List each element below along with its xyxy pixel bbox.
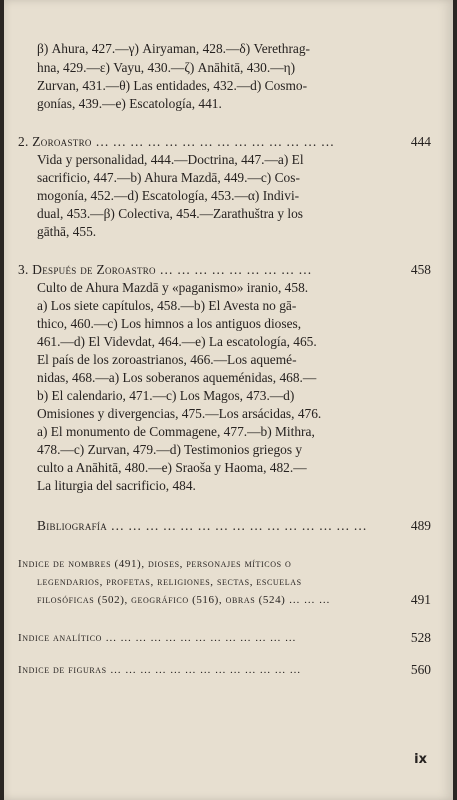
top-line-4: gonías, 439.—e) Escatología, 441. [37, 96, 222, 111]
index-figures-page: 560 [410, 662, 431, 677]
section-3-line-1: Culto de Ahura Mazdā y «paganismo» iranio, 458. [37, 280, 309, 295]
index-figures-entry: Indice de figuras … … … … … … … … … … … … … [18, 664, 302, 676]
book-page [4, 0, 453, 800]
section-2-line-3: mogonía, 452.—d) Escatología, 453.—α) Indivi- [37, 188, 300, 203]
section-3-line-8: Omisiones y divergencias, 475.—Los arsácidas, 476. [37, 406, 322, 421]
bibliography-entry: Bibliografía … … … … … … … … … … … … … … … [37, 518, 368, 533]
top-line-2: hna, 429.—ε) Vayu, 430.—ζ) Anāhitā, 430.—η) [37, 60, 296, 75]
section-3-line-12: La liturgia del sacrificio, 484. [37, 478, 196, 493]
section-3-page: 458 [410, 262, 431, 277]
top-line-3: Zurvan, 431.—θ) Las entidades, 432.—d) Cosmo- [37, 78, 308, 93]
section-3-line-10: 478.—c) Zurvan, 479.—d) Testimonios griegos y [37, 442, 303, 457]
index-names-line-1: Indice de nombres (491), dioses, personajes míticos o [18, 558, 292, 570]
section-3-line-6: nidas, 468.—a) Los soberanos aqueménidas, 468.— [37, 370, 317, 385]
top-line-1: β) Ahura, 427.—γ) Airyaman, 428.—δ) Verethrag- [37, 41, 311, 56]
section-2-line-4: dual, 453.—β) Colectiva, 454.—Zarathuštra y los [37, 206, 304, 221]
index-names-line-3: filosóficas (502), geográfico (516), obras (524) … … … [37, 594, 331, 606]
section-3-line-9: a) El monumento de Commagene, 477.—b) Mithra, [37, 424, 315, 439]
section-2-line-1: Vida y personalidad, 444.—Doctrina, 447.—a) El [37, 152, 304, 167]
section-2-title: 2. Zoroastro … … … … … … … … … … … … … … [18, 134, 335, 149]
section-3-title: 3. Después de Zoroastro … … … … … … … … … [18, 262, 312, 277]
bibliography-page: 489 [410, 518, 431, 533]
section-3-line-7: b) El calendario, 471.—c) Los Magos, 473.—d) [37, 388, 295, 403]
index-analytic-entry: Indice analítico … … … … … … … … … … … … … [18, 632, 297, 644]
section-3-line-3: thico, 460.—c) Los himnos a los antiguos dioses, [37, 316, 302, 331]
index-analytic-page: 528 [410, 630, 431, 645]
index-names-page: 491 [410, 592, 431, 607]
section-2-line-5: gāthā, 455. [37, 224, 97, 239]
section-3-line-11: culto a Anāhitā, 480.—e) Sraoša y Haoma, 482.— [37, 460, 307, 475]
section-2-line-2: sacrificio, 447.—b) Ahura Mazdā, 449.—c) Cos- [37, 170, 300, 185]
index-names-line-2: legendarios, profetas, religiones, sectas, escuelas [37, 576, 302, 588]
section-3-line-5: El país de los zoroastrianos, 466.—Los aquemé- [37, 352, 297, 367]
page-folio: ix [414, 752, 427, 767]
section-3-line-2: a) Los siete capítulos, 458.—b) El Avesta no gā- [37, 298, 297, 313]
section-3-line-4: 461.—d) El Videvdat, 464.—e) La escatología, 465. [37, 334, 317, 349]
section-2-page: 444 [410, 134, 431, 149]
